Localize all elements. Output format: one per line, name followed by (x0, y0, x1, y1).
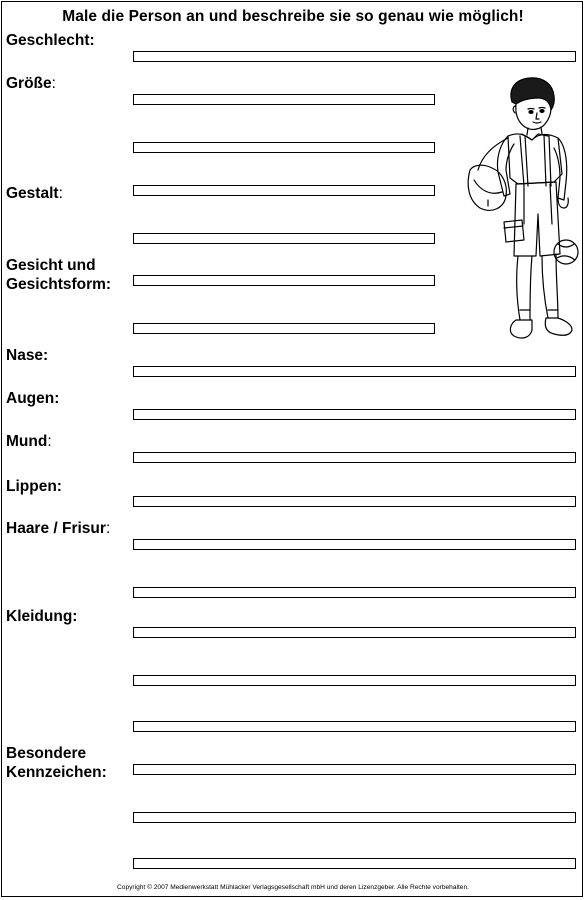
answer-line-nase[interactable] (133, 366, 576, 377)
answer-line-haare-2[interactable] (133, 587, 576, 598)
answer-line-kleidung-2[interactable] (133, 675, 576, 686)
boy-illustration (458, 74, 583, 346)
answer-line-haare-1[interactable] (133, 539, 576, 550)
label-augen: Augen: (6, 390, 60, 407)
answer-line-gestalt-2[interactable] (133, 233, 435, 244)
answer-line-kleidung-1[interactable] (133, 627, 576, 638)
answer-line-besondere-2[interactable] (133, 812, 576, 823)
answer-line-kleidung-3[interactable] (133, 721, 576, 732)
label-haare: Haare / Frisur: (6, 520, 111, 537)
label-mund: Mund: (6, 433, 52, 450)
answer-line-besondere-3[interactable] (133, 858, 576, 869)
answer-line-gesicht-1[interactable] (133, 275, 435, 286)
copyright-notice: Copyright © 2007 Medienwerkstatt Mühlacker Verlagsgesellschaft mbH und deren Lizenzgeber. Alle Rechte vorbehalten. (117, 884, 469, 891)
label-nase: Nase: (6, 347, 49, 364)
answer-line-geschlecht[interactable] (133, 51, 576, 62)
label-lippen: Lippen: (6, 478, 62, 495)
label-geschlecht: Geschlecht: (6, 32, 95, 49)
answer-line-mund[interactable] (133, 452, 576, 463)
label-kleidung: Kleidung: (6, 608, 78, 625)
label-besondere-kennzeichen: Besondere Kennzeichen: (6, 745, 107, 781)
label-gesicht: Gesicht und Gesichtsform: (6, 257, 112, 293)
answer-line-besondere-1[interactable] (133, 764, 576, 775)
answer-line-augen[interactable] (133, 409, 576, 420)
answer-line-gestalt-1[interactable] (133, 185, 435, 196)
answer-line-gesicht-2[interactable] (133, 323, 435, 334)
label-gestalt: Gestalt: (6, 185, 63, 202)
page-title: Male die Person an und beschreibe sie so genau wie möglich! (62, 8, 524, 25)
label-groesse: Größe: (6, 75, 56, 92)
answer-line-lippen[interactable] (133, 496, 576, 507)
answer-line-groesse-1[interactable] (133, 94, 435, 105)
answer-line-groesse-2[interactable] (133, 142, 435, 153)
